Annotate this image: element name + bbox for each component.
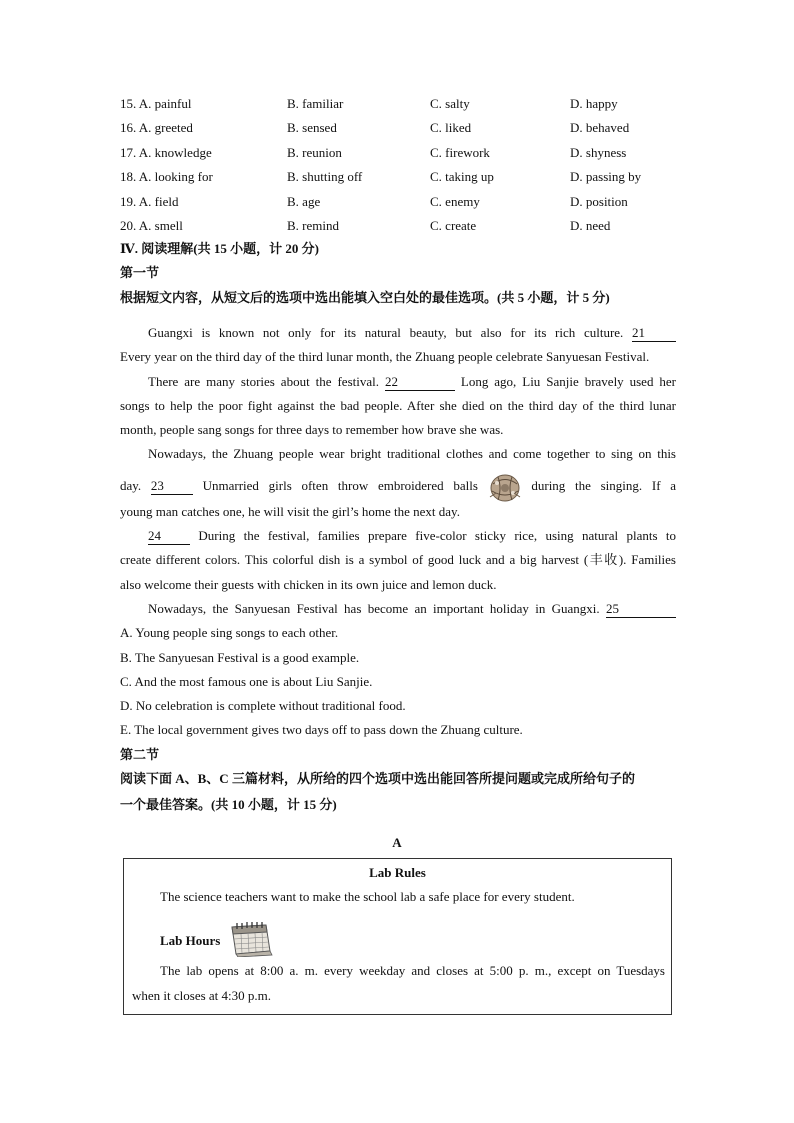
option-q[interactable]: 15. A. painful [120,96,192,111]
passage-line: Nowadays, the Sanyuesan Festival has become an important holiday in Guangxi. 25 [120,599,676,623]
option-row [120,118,680,142]
option-row [120,94,680,118]
option-c[interactable]: C. firework [430,144,490,160]
calendar-icon [226,921,274,961]
option-d[interactable]: D. passing by [570,169,642,185]
option-d[interactable]: D. behaved [570,120,630,136]
choices-list [120,623,676,744]
passage-line: Guangxi is known not only for its natural beauty, but also for its rich culture. 21 [120,323,676,347]
choice-item[interactable]: C. And the most famous one is about Liu Sanjie. [120,673,373,689]
option-c[interactable]: C. taking up [430,169,494,185]
option-d[interactable]: D. shyness [570,144,627,160]
passage-line: month, people sang songs for three days to remember how brave she was. [120,422,504,438]
part2-instruction: 一个最佳答案。(共 10 小题，计 15 分) [120,797,337,813]
option-c[interactable]: C. enemy [430,193,480,209]
part2-label: 第二节 [120,746,160,762]
section-a-label: A [392,835,402,850]
option-row [120,167,680,191]
lab-hours-heading [160,921,274,961]
option-row [120,143,680,167]
option-q[interactable]: 17. A. knowledge [120,144,212,160]
option-d[interactable]: D. need [570,217,611,233]
blank-21[interactable]: 21 [632,325,676,342]
option-b[interactable]: B. familiar [287,96,344,111]
passage-line: Nowadays, the Zhuang people wear bright traditional clothes and come together to sing on this [148,446,676,462]
lab-hours-label: Lab Hours [160,933,221,948]
passage-line: There are many stories about the festival. 22 Long ago, Liu Sanjie bravely used her [148,373,676,389]
option-row [120,192,680,216]
reading-section [120,239,676,312]
passage [120,323,676,819]
choice-item[interactable]: B. The Sanyuesan Festival is a good example. [120,649,360,665]
option-c[interactable]: C. salty [430,96,470,111]
option-b[interactable]: B. shutting off [287,169,363,185]
choice-item[interactable]: E. The local government gives two days off to pass down the Zhuang culture. [120,722,523,738]
part2-instruction: 阅读下面 A、B、C 三篇材料，从所给的四个选项中选出能回答所提问题或完成所给句子的 [120,771,635,787]
option-b[interactable]: B. sensed [287,120,337,136]
blank-23[interactable]: 23 [151,478,193,495]
lab-intro: The science teachers want to make the school lab a safe place for every student. [160,889,575,904]
lab-hours-text: The lab opens at 8:00 a. m. every weekday and closes at 5:00 p. m., except on Tuesdays when it closes at 4:30 p.m. [132,963,665,1003]
option-row [120,216,680,240]
option-b[interactable]: B. remind [287,217,339,233]
section-title: Ⅳ. 阅读理解(共 15 小题，计 20 分) [120,241,319,256]
option-d[interactable]: D. happy [570,96,618,111]
option-c[interactable]: C. create [430,217,477,233]
passage-line: also welcome their guests with chicken in its own juice and lemon duck. [120,576,497,592]
passage-line: young man catches one, he will visit the girl’s home the next day. [120,503,460,519]
option-c[interactable]: C. liked [430,120,472,136]
option-d[interactable]: D. position [570,193,628,209]
option-q[interactable]: 20. A. smell [120,217,183,233]
blank-24[interactable]: 24 [148,528,190,545]
passage-line: Every year on the third day of the third lunar month, the Zhuang people celebrate Sanyuesan Festival. [120,349,650,365]
passage-line: create different colors. This colorful dish is a symbol of good luck and a big harvest (丰收). Families [120,552,676,568]
option-b[interactable]: B. age [287,193,321,209]
option-q[interactable]: 19. A. field [120,193,179,209]
option-b[interactable]: B. reunion [287,144,342,160]
passage-line: day. 23 Unmarried girls often throw embroidered balls during the singing. If a [120,469,676,505]
options-table [120,94,680,240]
blank-22[interactable]: 22 [385,374,455,391]
lab-rules-title: Lab Rules [369,865,426,880]
part1-label: 第一节 [120,265,160,281]
option-q[interactable]: 16. A. greeted [120,120,193,136]
embroidered-ball-image [488,471,522,503]
part1-instruction: 根据短文内容，从短文后的选项中选出能填入空白处的最佳选项。(共 5 小题，计 5 分) [120,289,610,305]
lab-rules-box [123,858,672,1015]
choice-item[interactable]: D. No celebration is complete without traditional food. [120,698,406,714]
passage-line: 24 During the festival, families prepare five-color sticky rice, using natural plants to [148,528,676,544]
blank-25[interactable]: 25 [606,601,676,618]
choice-item[interactable]: A. Young people sing songs to each other. [120,625,339,641]
option-q[interactable]: 18. A. looking for [120,169,213,185]
passage-line: songs to help the poor fight against the bad people. After she died on the third day of the third lunar [120,397,676,413]
